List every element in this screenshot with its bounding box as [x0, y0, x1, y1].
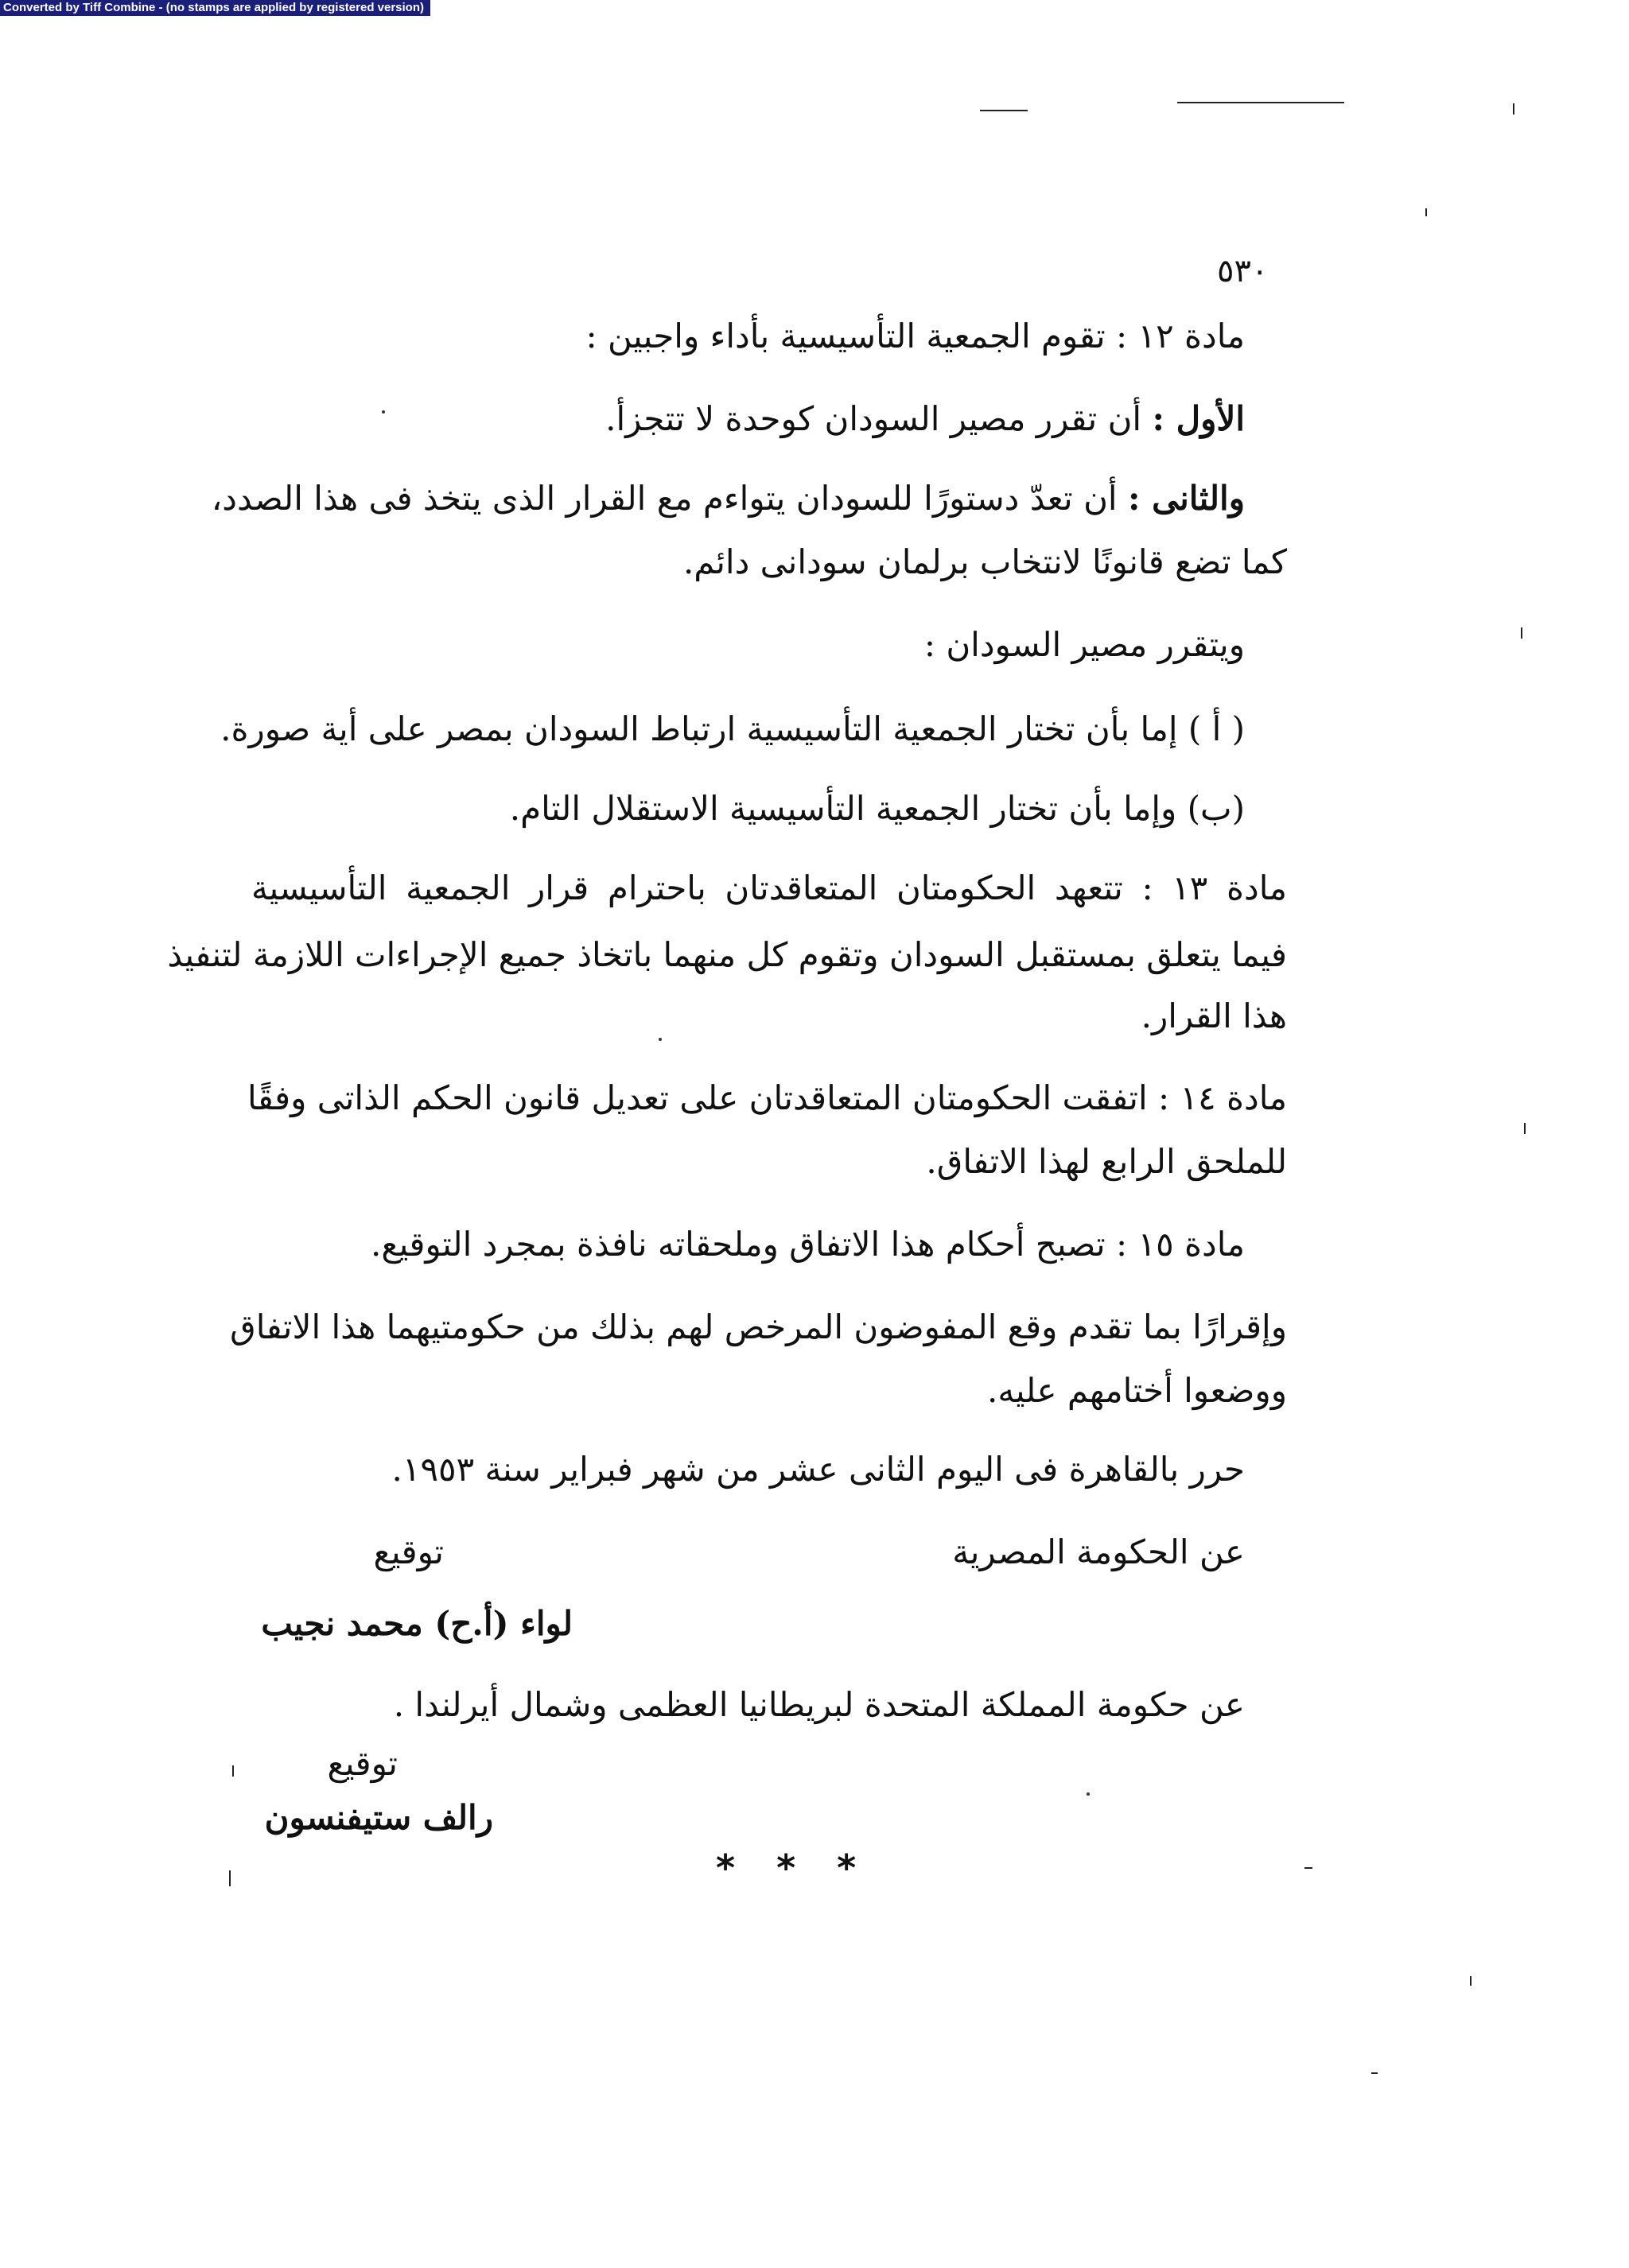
- article-12-first: [605, 395, 1245, 443]
- article-14-line-2: للملحق الرابع لهذا الاتفاق.: [926, 1142, 1287, 1181]
- egypt-sign: توقيع: [373, 1532, 444, 1571]
- article-12-option-a: ( أ ) إما بأن تختار الجمعية التأسيسية ارتباط السودان بمصر على أية صورة.: [220, 709, 1245, 748]
- converter-banner: Converted by Tiff Combine - (no stamps are applied by registered version): [0, 0, 430, 16]
- article-12-second-cont: كما تضع قانونًا لانتخاب برلمان سودانى دائم.: [682, 542, 1287, 581]
- closing-line-2: ووضعوا أختامهم عليه.: [987, 1371, 1287, 1410]
- uk-label: عن حكومة المملكة المتحدة لبريطانيا العظمى وشمال أيرلندا .: [393, 1685, 1245, 1724]
- article-14-line-1: مادة ١٤ : اتفقت الحكومتان المتعاقدتان على تعديل قانون الحكم الذاتى وفقًا: [247, 1078, 1287, 1117]
- scan-artifact: [1524, 1123, 1526, 1134]
- article-12-heading: مادة ١٢ : تقوم الجمعية التأسيسية بأداء واجبين :: [585, 317, 1245, 355]
- article-13-line-1: مادة ١٣ : تتعهد الحكومتان المتعاقدتان باحترام قرار الجمعية التأسيسية: [251, 868, 1287, 907]
- egypt-signatory: لواء (أ.ح) محمد نجيب: [261, 1604, 573, 1643]
- page-number: ٥٣٠: [1217, 253, 1269, 289]
- scan-artifact: [1371, 2072, 1378, 2074]
- section-separator: * * *: [716, 1847, 871, 1889]
- uk-sign: توقيع: [327, 1744, 398, 1783]
- article-12-second: [211, 475, 1245, 522]
- article-12-option-b: (ب) وإما بأن تختار الجمعية التأسيسية الاستقلال التام.: [509, 789, 1245, 828]
- second-label: والثانى :: [1127, 479, 1245, 518]
- scan-artifact: [232, 1765, 234, 1777]
- scan-artifact: [382, 410, 385, 414]
- scan-artifact: [1425, 208, 1427, 216]
- article-12-fate: ويتقرر مصير السودان :: [923, 625, 1245, 664]
- scan-artifact: [980, 110, 1028, 111]
- scan-artifact: [1513, 103, 1514, 115]
- uk-signatory: رالف ستيفنسون: [264, 1798, 493, 1837]
- article-15: مادة ١٥ : تصبح أحكام هذا الاتفاق وملحقاته نافذة بمجرد التوقيع.: [370, 1225, 1245, 1264]
- scan-artifact: [1304, 1867, 1312, 1869]
- article-13-line-2: فيما يتعلق بمستقبل السودان وتقوم كل منهما باتخاذ جميع الإجراءات اللازمة لتنفيذ: [167, 935, 1287, 974]
- scan-artifact: [1177, 102, 1344, 103]
- first-label: الأول :: [1152, 399, 1245, 438]
- scan-artifact: [659, 1038, 662, 1041]
- second-text-a: أن تعدّ دستورًا للسودان يتواءم مع القرار الذى يتخذ فى هذا الصدد،: [211, 479, 1118, 518]
- article-13-line-3: هذا القرار.: [1141, 996, 1287, 1035]
- scan-artifact: [1087, 1792, 1090, 1796]
- scan-artifact: [229, 1870, 231, 1886]
- first-text: أن تقرر مصير السودان كوحدة لا تتجزأ.: [605, 399, 1142, 438]
- scan-artifact: [1521, 627, 1522, 639]
- egypt-label: عن الحكومة المصرية: [952, 1532, 1245, 1571]
- closing-line-1: وإقرارًا بما تقدم وقع المفوضون المرخص لهم بذلك من حكومتيهما هذا الاتفاق: [230, 1307, 1287, 1346]
- done-at-line: حرر بالقاهرة فى اليوم الثانى عشر من شهر فبراير سنة ١٩٥٣.: [391, 1450, 1245, 1489]
- scan-artifact: [1470, 1976, 1472, 1986]
